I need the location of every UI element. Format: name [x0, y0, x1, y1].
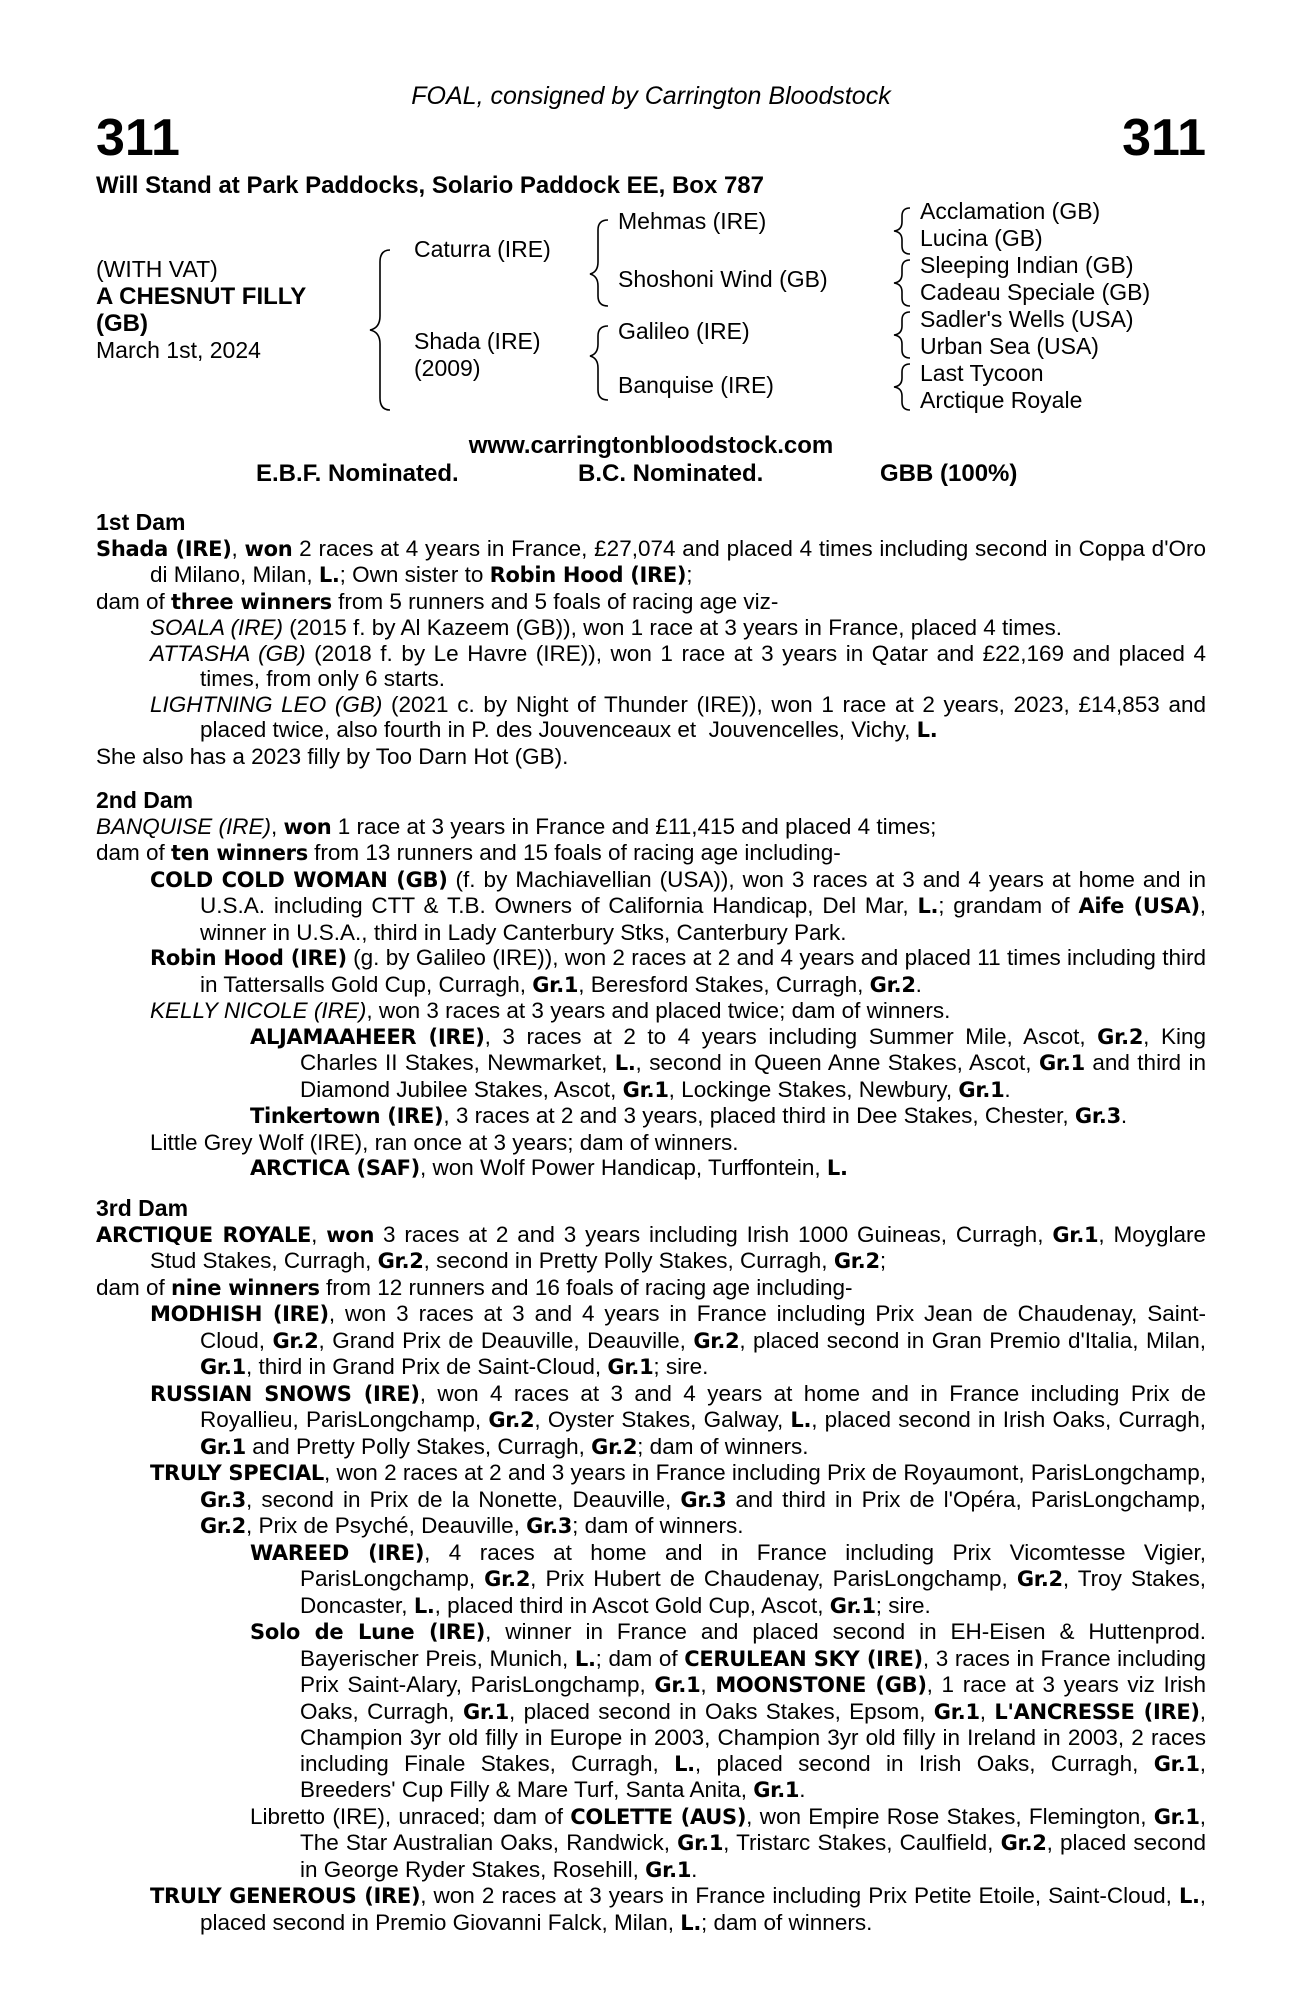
- sire-sire: Mehmas (IRE): [618, 208, 767, 234]
- consignor-line: FOAL, consigned by Carrington Bloodstock: [411, 82, 891, 110]
- catalogue-page: [96, 0, 1206, 2000]
- gbb-note: GBB (100%): [880, 460, 1018, 487]
- second-dam-section: [96, 788, 1206, 1182]
- section-heading: 3rd Dam: [96, 1195, 189, 1221]
- ebf-note: E.B.F. Nominated.: [256, 460, 459, 487]
- bc-note: B.C. Nominated.: [578, 460, 764, 487]
- third-dam-section: [96, 1196, 1206, 1936]
- horse-block: [96, 256, 366, 364]
- ssd: Lucina (GB): [920, 225, 1043, 251]
- dss: Sadler's Wells (USA): [920, 306, 1134, 332]
- produce-item: TRULY SPECIAL, won 2 races at 2 and 3 years in France including Prix de Royaumont, ParisLongchamp, Gr.3, second in Prix de la Nonette, Deauville, Gr.3 and third in Prix de l'Opéra, ParisLongchamp, Gr.2, Prix de Psyché, Deauville, Gr.3; dam of winners.: [150, 1460, 1206, 1538]
- dam-paragraph: ARCTIQUE ROYALE, won 3 races at 2 and 3 years including Irish 1000 Guineas, Curragh, Gr.1, Moyglare Stud Stakes, Curragh, Gr.2, second in Pretty Polly Stakes, Curragh, Gr.2;: [96, 1221, 1206, 1273]
- produce-item: MODHISH (IRE), won 3 races at 3 and 4 years in France including Prix Jean de Chaudenay, Saint-Cloud, Gr.2, Grand Prix de Deauville, Deauville, Gr.2, placed second in Gran Premio d'Italia, Milan, Gr.1, third in Grand Prix de Saint-Cloud, Gr.1; sire.: [150, 1301, 1207, 1379]
- lot-number-left: 311: [96, 109, 180, 167]
- sire-dam: Shoshoni Wind (GB): [618, 266, 828, 292]
- dds: Last Tycoon: [920, 360, 1044, 386]
- produce-item: SOALA (IRE) (2015 f. by Al Kazeem (GB)), won 1 race at 3 years in France, placed 4 times.: [150, 615, 1063, 640]
- produce-item: LIGHTNING LEO (GB) (2021 c. by Night of Thunder (IRE)), won 1 race at 2 years, 2023, £14,853 and placed twice, also fourth in P. des Jouvenceaux et Jouvencelles, Vichy, L.: [150, 691, 1206, 742]
- dam-paragraph: BANQUISE (IRE), won 1 race at 3 years in France and £11,415 and placed 4 times;: [96, 813, 937, 839]
- lot-number-right: 311: [1122, 109, 1206, 167]
- produce-item: ATTASHA (GB) (2018 f. by Le Havre (IRE)), won 1 race at 3 years in Qatar and £22,169 and placed 4 times, from only 6 starts.: [150, 640, 1206, 691]
- vat-note: (WITH VAT): [96, 256, 218, 282]
- produce-summary: dam of ten winners from 13 runners and 15 foals of racing age including-: [96, 840, 841, 865]
- ddd: Arctique Royale: [920, 387, 1083, 413]
- dam: Shada (IRE): [414, 328, 541, 354]
- stabling-line: Will Stand at Park Paddocks, Solario Paddock EE, Box 787: [96, 172, 765, 199]
- produce-item: WAREED (IRE), 4 races at home and in France including Prix Vicomtesse Vigier, ParisLongchamp, Gr.2, Prix Hubert de Chaudenay, ParisLongchamp, Gr.2, Troy Stakes, Doncaster, L., placed third in Ascot Gold Cup, Ascot, Gr.1; sire.: [250, 1539, 1206, 1618]
- horse-name: A CHESNUT FILLY: [96, 283, 307, 310]
- produce-item: Little Grey Wolf (IRE), ran once at 3 years; dam of winners.: [150, 1129, 739, 1155]
- produce-item: KELLY NICOLE (IRE), won 3 races at 3 years and placed twice; dam of winners.: [150, 998, 951, 1023]
- website: www.carringtonbloodstock.com: [468, 432, 834, 459]
- produce-item: ARCTICA (SAF), won Wolf Power Handicap, Turffontein, L.: [250, 1155, 848, 1180]
- produce-item: TRULY GENEROUS (IRE), won 2 races at 3 years in France including Prix Petite Etoile, Saint-Cloud, L., placed second in Premio Giovanni Falck, Milan, L.; dam of winners.: [150, 1883, 1206, 1935]
- produce-summary: dam of nine winners from 12 runners and 16 foals of racing age including-: [96, 1274, 853, 1300]
- dsd: Urban Sea (USA): [920, 333, 1099, 359]
- produce-item: Solo de Lune (IRE), winner in France and placed second in EH-Eisen & Huttenprod. Bayerischer Preis, Munich, L.; dam of CERULEAN SKY (IRE), 3 races in France including Prix Saint-Alary, ParisLongchamp, Gr.1, MOONSTONE (GB), 1 race at 3 years viz Irish Oaks, Curragh, Gr.1, placed second in Oaks Stakes, Epsom, Gr.1, L'ANCRESSE (IRE), Champion 3yr old filly in Europe in 2003, Champion 3yr old filly in Ireland in 2003, 2 races including Finale Stakes, Curragh, L., placed second in Irish Oaks, Curragh, Gr.1, Breeders' Cup Filly & Mare Turf, Santa Anita, Gr.1.: [250, 1619, 1206, 1802]
- foaling-date: March 1st, 2024: [96, 337, 261, 363]
- dam-paragraph: Shada (IRE), won 2 races at 4 years in France, £27,074 and placed 4 times including second in Coppa d'Oro di Milano, Milan, L.; Own sister to Robin Hood (IRE);: [96, 535, 1206, 587]
- first-dam-section: [96, 510, 1206, 769]
- sds: Sleeping Indian (GB): [920, 252, 1134, 278]
- produce-item: RUSSIAN SNOWS (IRE), won 4 races at 3 and 4 years at home and in France including Prix de Royallieu, ParisLongchamp, Gr.2, Oyster Stakes, Galway, L., placed second in Irish Oaks, Curragh, Gr.1 and Pretty Polly Stakes, Curragh, Gr.2; dam of winners.: [150, 1380, 1206, 1459]
- section-heading: 2nd Dam: [96, 787, 194, 813]
- produce-item: Robin Hood (IRE) (g. by Galileo (IRE)), won 2 races at 2 and 4 years and placed 11 times including third in Tattersalls Gold Cup, Curragh, Gr.1, Beresford Stakes, Curragh, Gr.2.: [150, 945, 1206, 997]
- sdd: Cadeau Speciale (GB): [920, 279, 1151, 305]
- section-heading: 1st Dam: [96, 509, 186, 535]
- dam-dam: Banquise (IRE): [618, 372, 774, 398]
- sss: Acclamation (GB): [920, 198, 1101, 224]
- dam-year: (2009): [414, 355, 481, 381]
- produce-item: ALJAMAAHEER (IRE), 3 races at 2 to 4 years including Summer Mile, Ascot, Gr.2, King Charles II Stakes, Newmarket, L., second in Queen Anne Stakes, Ascot, Gr.1 and third in Diamond Jubilee Stakes, Ascot, Gr.1, Lockinge Stakes, Newbury, Gr.1.: [250, 1023, 1207, 1102]
- dam-sire: Galileo (IRE): [618, 318, 750, 344]
- produce-note: She also has a 2023 filly by Too Darn Hot (GB).: [96, 743, 569, 769]
- produce-item: Tinkertown (IRE), 3 races at 2 and 3 years, placed third in Dee Stakes, Chester, Gr.3.: [250, 1103, 1128, 1128]
- produce-item: COLD COLD WOMAN (GB) (f. by Machiavellian (USA)), won 3 races at 3 and 4 years at home and in U.S.A. including CTT & T.B. Owners of California Handicap, Del Mar, L.; grandam of Aife (USA), winner in U.S.A., third in Lady Canterbury Stks, Canterbury Park.: [150, 866, 1207, 945]
- produce-item: Libretto (IRE), unraced; dam of COLETTE (AUS), won Empire Rose Stakes, Flemington, Gr.1, The Star Australian Oaks, Randwick, Gr.1, Tristarc Stakes, Caulfield, Gr.2, placed second in George Ryder Stakes, Rosehill, Gr.1.: [250, 1803, 1207, 1882]
- horse-country: (GB): [96, 310, 148, 337]
- produce-summary: dam of three winners from 5 runners and 5 foals of racing age viz-: [96, 588, 779, 614]
- sire: Caturra (IRE): [414, 236, 551, 262]
